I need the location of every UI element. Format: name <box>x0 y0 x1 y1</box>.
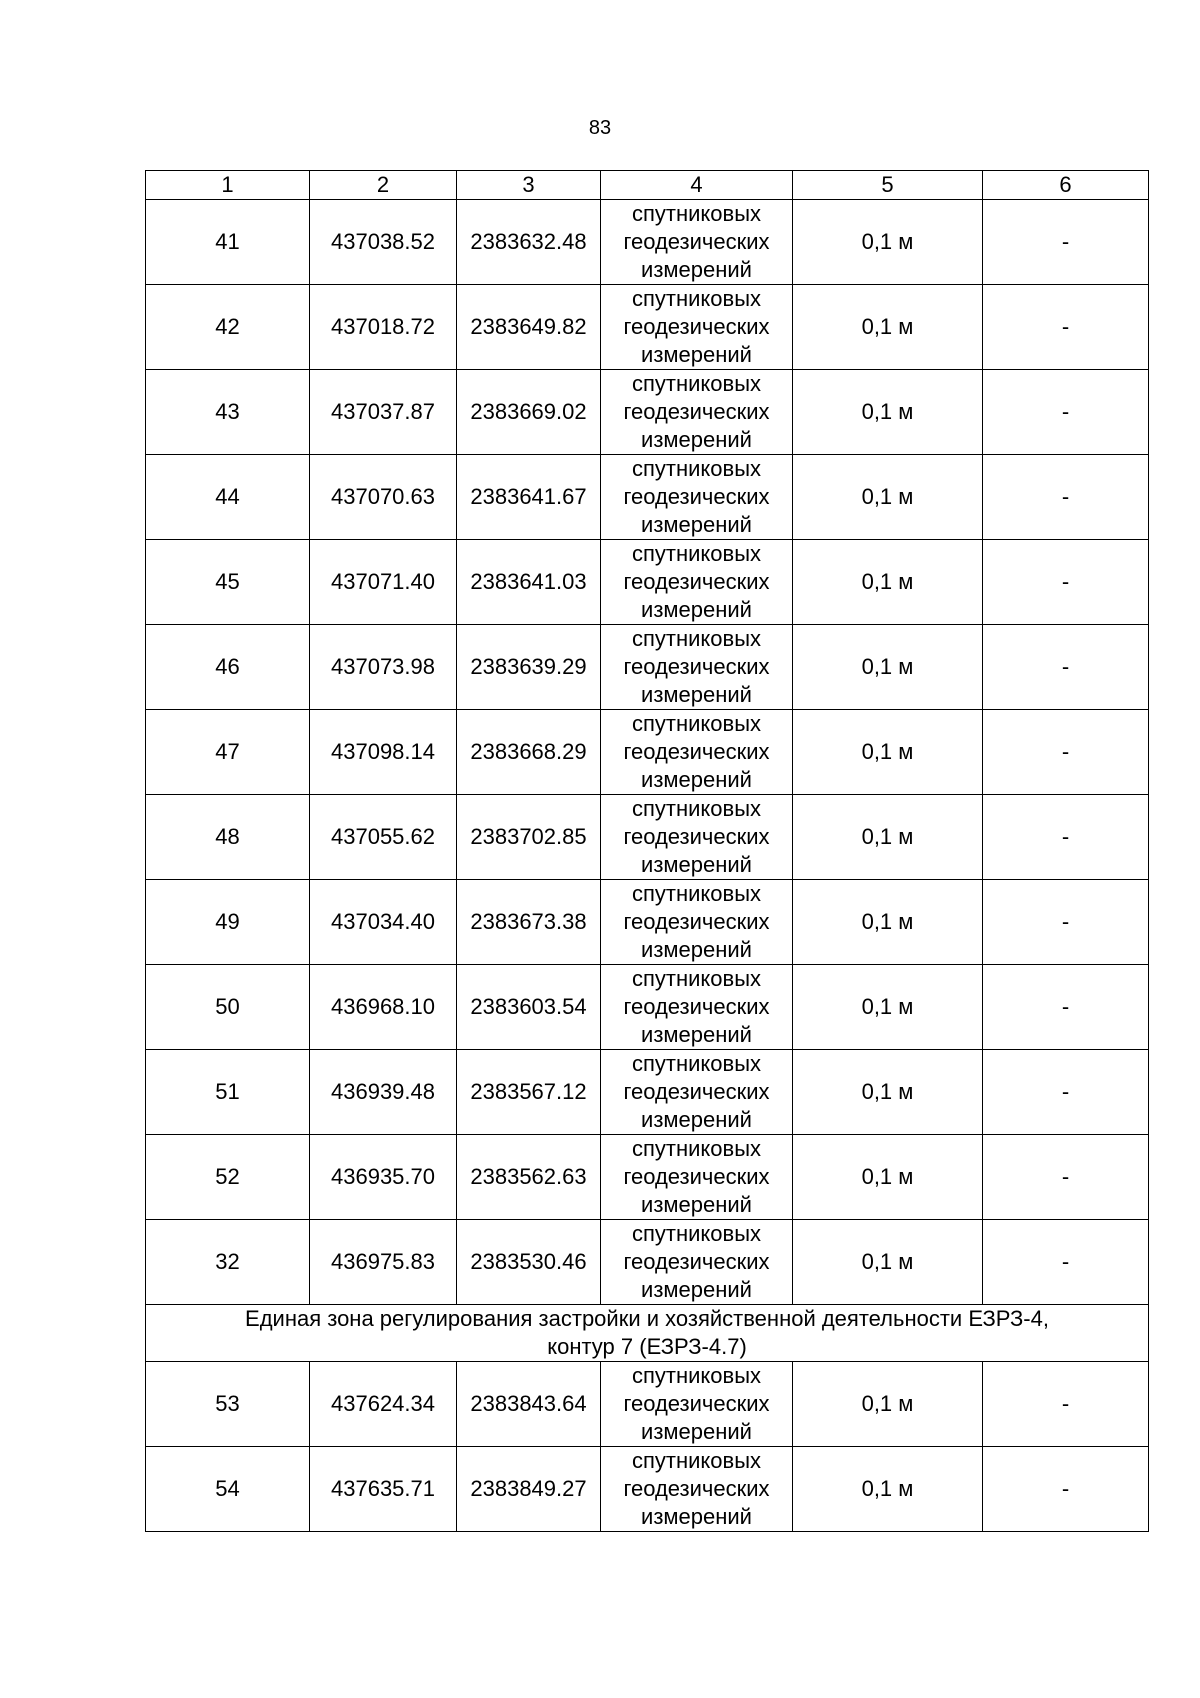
note-cell: - <box>983 795 1149 880</box>
method-line: спутниковых <box>631 1051 762 1076</box>
accuracy-cell: 0,1 м <box>793 880 983 965</box>
note-cell: - <box>983 1447 1149 1532</box>
table-row <box>146 540 1149 625</box>
section-title-line: контур 7 (ЕЗРЗ-4.7) <box>547 1334 747 1359</box>
point-number-cell: 46 <box>146 625 310 710</box>
table-row <box>146 625 1149 710</box>
method-cell <box>601 200 793 285</box>
method-line: измерений <box>641 1107 752 1132</box>
method-line: геодезических <box>623 1249 770 1274</box>
accuracy-cell: 0,1 м <box>793 795 983 880</box>
header-cell: 2 <box>310 171 457 200</box>
point-number-cell: 51 <box>146 1050 310 1135</box>
accuracy-cell: 0,1 м <box>793 625 983 710</box>
note-cell: - <box>983 1050 1149 1135</box>
accuracy-cell: 0,1 м <box>793 965 983 1050</box>
method-line: измерений <box>641 937 752 962</box>
method-line: геодезических <box>623 569 770 594</box>
accuracy-cell: 0,1 м <box>793 455 983 540</box>
table-row <box>146 1135 1149 1220</box>
point-number-cell: 45 <box>146 540 310 625</box>
page-number: 83 <box>588 117 612 139</box>
method-line: спутниковых <box>631 1136 762 1161</box>
x-coordinate-cell: 437070.63 <box>310 455 457 540</box>
section-title-row <box>146 1305 1149 1362</box>
y-coordinate-cell: 2383641.03 <box>457 540 601 625</box>
method-line: спутниковых <box>631 796 762 821</box>
x-coordinate-cell: 437624.34 <box>310 1362 457 1447</box>
point-number-cell: 54 <box>146 1447 310 1532</box>
method-line: измерений <box>641 1192 752 1217</box>
accuracy-cell: 0,1 м <box>793 1135 983 1220</box>
method-line: спутниковых <box>631 541 762 566</box>
point-number-cell: 42 <box>146 285 310 370</box>
y-coordinate-cell: 2383669.02 <box>457 370 601 455</box>
x-coordinate-cell: 437071.40 <box>310 540 457 625</box>
note-cell: - <box>983 1362 1149 1447</box>
y-coordinate-cell: 2383567.12 <box>457 1050 601 1135</box>
method-line: спутниковых <box>631 1221 762 1246</box>
method-cell <box>601 1447 793 1532</box>
table-row <box>146 370 1149 455</box>
method-line: измерений <box>641 767 752 792</box>
section-title-cell <box>146 1305 1149 1362</box>
method-cell <box>601 285 793 370</box>
y-coordinate-cell: 2383641.67 <box>457 455 601 540</box>
table-row <box>146 965 1149 1050</box>
y-coordinate-cell: 2383668.29 <box>457 710 601 795</box>
y-coordinate-cell: 2383843.64 <box>457 1362 601 1447</box>
method-cell <box>601 795 793 880</box>
point-number-cell: 48 <box>146 795 310 880</box>
method-cell <box>601 965 793 1050</box>
note-cell: - <box>983 200 1149 285</box>
x-coordinate-cell: 437018.72 <box>310 285 457 370</box>
method-line: геодезических <box>623 229 770 254</box>
table-row <box>146 1447 1149 1532</box>
method-line: спутниковых <box>631 201 762 226</box>
table-row <box>146 880 1149 965</box>
method-line: измерений <box>641 257 752 282</box>
method-cell <box>601 540 793 625</box>
header-cell: 6 <box>983 171 1149 200</box>
method-line: спутниковых <box>631 626 762 651</box>
x-coordinate-cell: 437055.62 <box>310 795 457 880</box>
accuracy-cell: 0,1 м <box>793 710 983 795</box>
table-row <box>146 1220 1149 1305</box>
method-cell <box>601 1362 793 1447</box>
point-number-cell: 47 <box>146 710 310 795</box>
accuracy-cell: 0,1 м <box>793 370 983 455</box>
note-cell: - <box>983 625 1149 710</box>
section-title-line: Единая зона регулирования застройки и хозяйственной деятельности ЕЗРЗ-4, <box>245 1306 1049 1331</box>
method-line: спутниковых <box>631 371 762 396</box>
point-number-cell: 43 <box>146 370 310 455</box>
method-line: геодезических <box>623 654 770 679</box>
table-row <box>146 455 1149 540</box>
x-coordinate-cell: 436935.70 <box>310 1135 457 1220</box>
y-coordinate-cell: 2383702.85 <box>457 795 601 880</box>
header-cell: 4 <box>601 171 793 200</box>
method-line: геодезических <box>623 1079 770 1104</box>
x-coordinate-cell: 437098.14 <box>310 710 457 795</box>
method-line: спутниковых <box>631 711 762 736</box>
header-cell: 3 <box>457 171 601 200</box>
method-line: геодезических <box>623 484 770 509</box>
point-number-cell: 50 <box>146 965 310 1050</box>
method-line: измерений <box>641 427 752 452</box>
point-number-cell: 44 <box>146 455 310 540</box>
y-coordinate-cell: 2383649.82 <box>457 285 601 370</box>
method-line: геодезических <box>623 314 770 339</box>
note-cell: - <box>983 455 1149 540</box>
y-coordinate-cell: 2383562.63 <box>457 1135 601 1220</box>
method-cell <box>601 1050 793 1135</box>
y-coordinate-cell: 2383673.38 <box>457 880 601 965</box>
note-cell: - <box>983 540 1149 625</box>
table-row <box>146 1050 1149 1135</box>
header-cell: 1 <box>146 171 310 200</box>
method-line: геодезических <box>623 399 770 424</box>
note-cell: - <box>983 1220 1149 1305</box>
method-line: геодезических <box>623 909 770 934</box>
y-coordinate-cell: 2383639.29 <box>457 625 601 710</box>
note-cell: - <box>983 1135 1149 1220</box>
method-line: измерений <box>641 682 752 707</box>
x-coordinate-cell: 437073.98 <box>310 625 457 710</box>
method-cell <box>601 1220 793 1305</box>
method-cell <box>601 625 793 710</box>
method-cell <box>601 1135 793 1220</box>
accuracy-cell: 0,1 м <box>793 1362 983 1447</box>
x-coordinate-cell: 437038.52 <box>310 200 457 285</box>
accuracy-cell: 0,1 м <box>793 1050 983 1135</box>
method-line: измерений <box>641 1504 752 1529</box>
accuracy-cell: 0,1 м <box>793 200 983 285</box>
table-row <box>146 1362 1149 1447</box>
method-line: спутниковых <box>631 966 762 991</box>
table-header-row <box>146 171 1149 200</box>
accuracy-cell: 0,1 м <box>793 1447 983 1532</box>
y-coordinate-cell: 2383632.48 <box>457 200 601 285</box>
method-line: геодезических <box>623 1164 770 1189</box>
method-line: геодезических <box>623 994 770 1019</box>
method-line: спутниковых <box>631 456 762 481</box>
method-line: спутниковых <box>631 286 762 311</box>
y-coordinate-cell: 2383530.46 <box>457 1220 601 1305</box>
point-number-cell: 32 <box>146 1220 310 1305</box>
method-line: измерений <box>641 512 752 537</box>
table-row <box>146 795 1149 880</box>
method-cell <box>601 370 793 455</box>
x-coordinate-cell: 436939.48 <box>310 1050 457 1135</box>
method-cell <box>601 880 793 965</box>
method-line: измерений <box>641 852 752 877</box>
method-line: геодезических <box>623 739 770 764</box>
note-cell: - <box>983 370 1149 455</box>
x-coordinate-cell: 437635.71 <box>310 1447 457 1532</box>
method-line: измерений <box>641 597 752 622</box>
coordinates-table <box>145 170 1149 1532</box>
table-row <box>146 710 1149 795</box>
method-line: измерений <box>641 1022 752 1047</box>
method-line: спутниковых <box>631 1448 762 1473</box>
method-line: геодезических <box>623 1391 770 1416</box>
note-cell: - <box>983 965 1149 1050</box>
accuracy-cell: 0,1 м <box>793 1220 983 1305</box>
note-cell: - <box>983 880 1149 965</box>
x-coordinate-cell: 437037.87 <box>310 370 457 455</box>
point-number-cell: 53 <box>146 1362 310 1447</box>
table-row <box>146 285 1149 370</box>
method-line: спутниковых <box>631 881 762 906</box>
method-line: измерений <box>641 1277 752 1302</box>
x-coordinate-cell: 437034.40 <box>310 880 457 965</box>
point-number-cell: 52 <box>146 1135 310 1220</box>
y-coordinate-cell: 2383603.54 <box>457 965 601 1050</box>
table-row <box>146 200 1149 285</box>
method-cell <box>601 455 793 540</box>
method-line: измерений <box>641 342 752 367</box>
method-cell <box>601 710 793 795</box>
note-cell: - <box>983 285 1149 370</box>
point-number-cell: 49 <box>146 880 310 965</box>
point-number-cell: 41 <box>146 200 310 285</box>
header-cell: 5 <box>793 171 983 200</box>
method-line: геодезических <box>623 824 770 849</box>
method-line: геодезических <box>623 1476 770 1501</box>
x-coordinate-cell: 436968.10 <box>310 965 457 1050</box>
method-line: спутниковых <box>631 1363 762 1388</box>
x-coordinate-cell: 436975.83 <box>310 1220 457 1305</box>
note-cell: - <box>983 710 1149 795</box>
accuracy-cell: 0,1 м <box>793 285 983 370</box>
y-coordinate-cell: 2383849.27 <box>457 1447 601 1532</box>
method-line: измерений <box>641 1419 752 1444</box>
accuracy-cell: 0,1 м <box>793 540 983 625</box>
